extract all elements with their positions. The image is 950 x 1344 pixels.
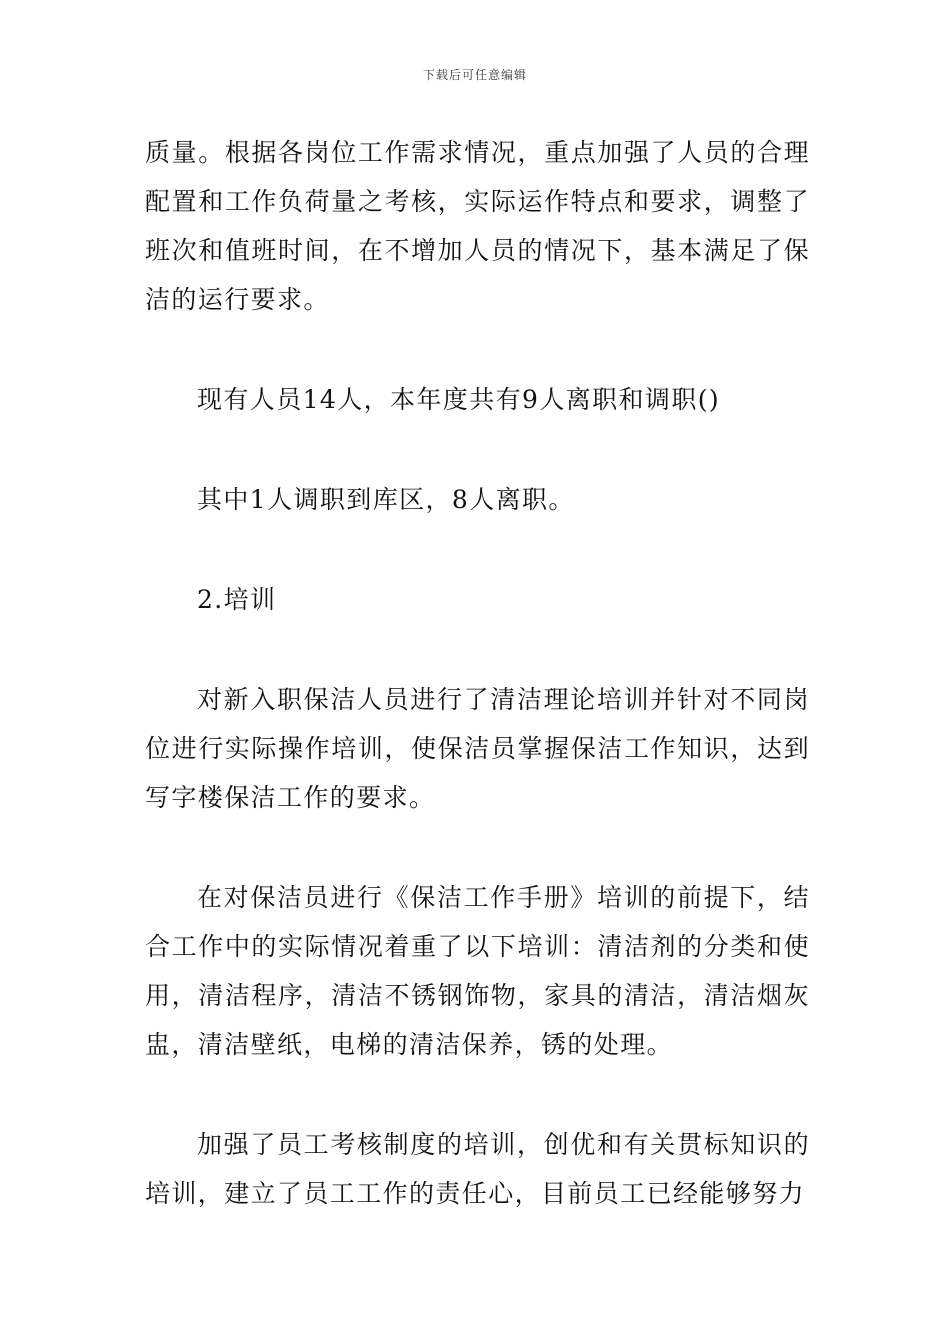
paragraph-spacer bbox=[145, 624, 810, 675]
header-note: 下载后可任意编辑 bbox=[422, 68, 527, 82]
paragraph-spacer bbox=[145, 822, 810, 873]
paragraph-spacer bbox=[145, 424, 810, 475]
paragraph-spacer bbox=[145, 324, 810, 375]
paragraph-transfers: 其中1人调职到库区，8人离职。 bbox=[197, 485, 575, 514]
paragraph-spacer bbox=[145, 1069, 810, 1120]
paragraph-staff-count: 现有人员14人，本年度共有9人离职和调职() bbox=[197, 385, 721, 414]
section-heading-training: 2.培训 bbox=[197, 585, 277, 614]
paragraph-assessment-training: 加强了员工考核制度的培训，创优和有关贯标知识的培训，建立了员工工作的责任心，目前员工已经能够努力 bbox=[145, 1130, 810, 1208]
paragraph-new-hire-training: 对新入职保洁人员进行了清洁理论培训并针对不同岗位进行实际操作培训，使保洁员掌握保洁工作知识，达到写字楼保洁工作的要求。 bbox=[145, 685, 810, 812]
document-body bbox=[145, 128, 810, 1218]
paragraph-quality-continued: 质量。根据各岗位工作需求情况，重点加强了人员的合理配置和工作负荷量之考核，实际运作特点和要求，调整了班次和值班时间，在不增加人员的情况下，基本满足了保洁的运行要求。 bbox=[145, 138, 810, 314]
paragraph-spacer bbox=[145, 524, 810, 575]
paragraph-manual-training: 在对保洁员进行《保洁工作手册》培训的前提下，结合工作中的实际情况着重了以下培训：清洁剂的分类和使用，清洁程序，清洁不锈钢饰物，家具的清洁，清洁烟灰盅，清洁壁纸，电梯的清洁保养，锈的处理。 bbox=[145, 883, 810, 1059]
